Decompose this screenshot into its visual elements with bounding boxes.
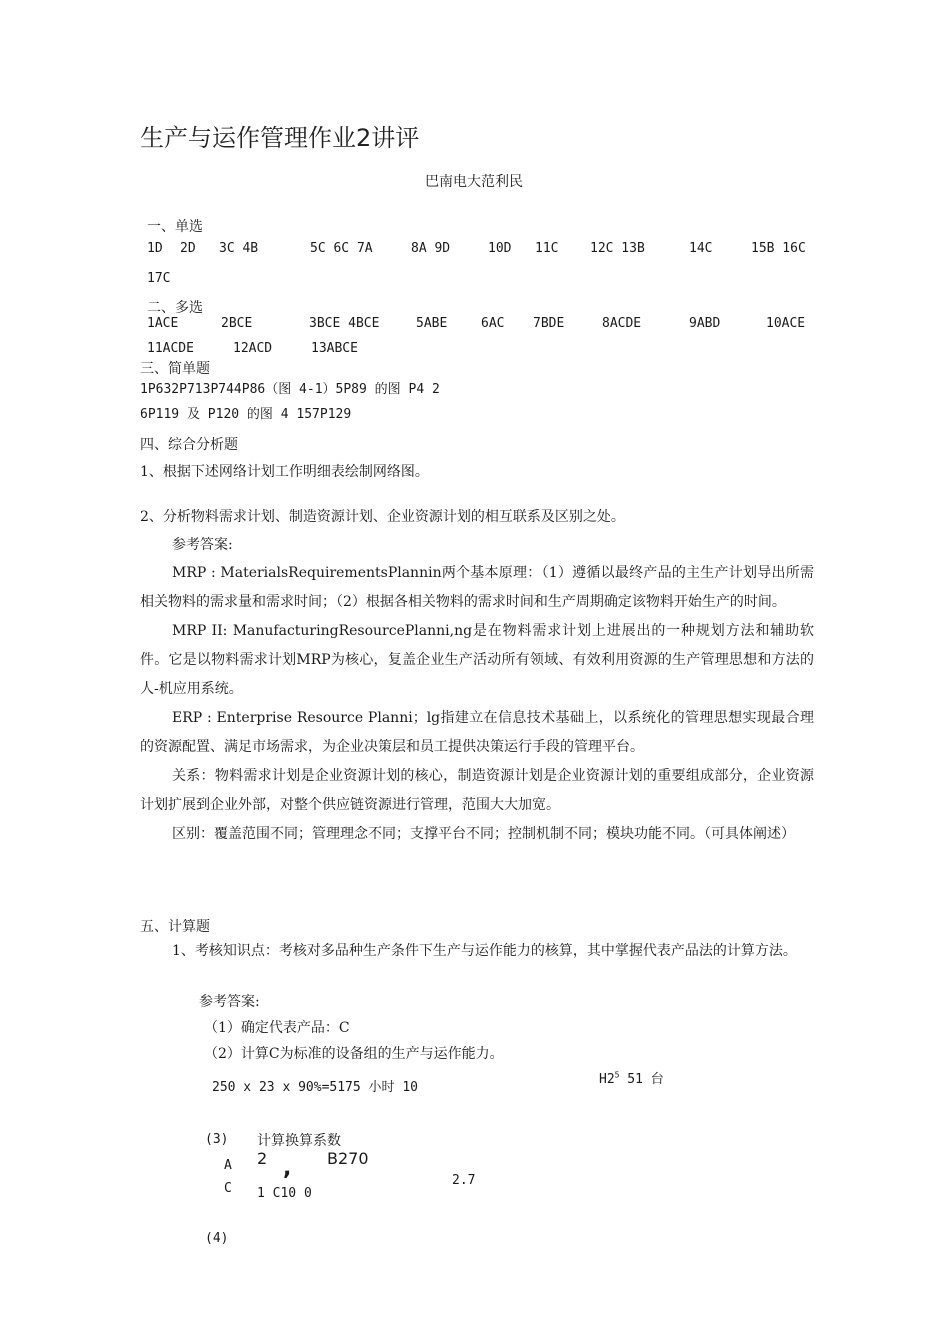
capacity-formula: 250 x 23 x 90%=5175 小时 10 — [212, 1080, 419, 1095]
multi-answer-10: 10ACE — [766, 316, 806, 331]
multi-answer-5: 5ABE — [416, 316, 448, 331]
author: 巴南电大范利民 — [425, 174, 523, 190]
step-3-number: (3) — [205, 1132, 229, 1147]
answer-3c4b: 3C 4B — [219, 241, 259, 256]
mrp-paragraph: MRP : MaterialsRequirementsPlannin两个基本原理：（1）遵循以最终产品的主生产计划导出所需相关物料的需求量和需求时间；（2）根据各相关物料的需求时间和生产周期确定该物料开始生产的时间。 — [140, 565, 814, 610]
multi-answer-6: 6AC — [481, 316, 505, 331]
answer-5c6c7a: 5C 6C 7A — [310, 241, 373, 256]
section2-heading: 二、多选 — [147, 300, 203, 316]
section5-heading: 五、计算题 — [140, 919, 210, 935]
erp-paragraph: ERP : Enterprise Resource Planni；lg指建立在信息技术基础上，以系统化的管理思想实现最合理的资源配置、满足市场需求，为企业决策层和员工提供决策运行手段的管理平台。 — [140, 710, 814, 755]
short-answer-line2: 6P119 及 P120 的图 4 157P129 — [140, 407, 352, 422]
multi-answer-2: 2BCE — [221, 316, 253, 331]
answer-11c: 11C — [535, 241, 559, 256]
multi-answer-3-4: 3BCE 4BCE — [309, 316, 380, 331]
answer-2d: 2D — [180, 241, 196, 256]
short-answer-line1: 1P632P713P744P86（图 4-1）5P89 的图 P4 2 — [140, 382, 440, 397]
fraction-label-c: C — [224, 1181, 232, 1196]
answer-10d: 10D — [488, 241, 512, 256]
multi-answer-7: 7BDE — [533, 316, 565, 331]
step-1: （1）确定代表产品：C — [204, 1020, 350, 1036]
answer-label-4: 参考答案: — [172, 537, 233, 553]
answer-8a9d: 8A 9D — [411, 241, 451, 256]
fraction-label-a: A — [224, 1158, 232, 1173]
section1-heading: 一、单选 — [147, 219, 203, 235]
multi-answer-8: 8ACDE — [602, 316, 642, 331]
analysis-answer — [140, 559, 814, 849]
step-4-number: (4) — [205, 1231, 229, 1246]
fraction-b270: B270 — [327, 1149, 369, 1168]
mrp2-paragraph: MRP II: ManufacturingResourcePlanni,ng是在物料需求计划上进展出的一种规划方法和辅助软件。它是以物料需求计划MRP为核心，复盖企业生产活动所有领域、有效利用资源的生产管理思想和方法的人-机应用系统。 — [140, 623, 814, 697]
answer-1d: 1D — [147, 241, 163, 256]
answer-12c13b: 12C 13B — [590, 241, 645, 256]
section3-heading: 三、简单题 — [140, 361, 210, 377]
multi-answer-11: 11ACDE — [147, 341, 194, 356]
step-2: （2）计算C为标准的设备组的生产与运作能力。 — [204, 1046, 504, 1062]
question-5-1-block — [140, 937, 814, 966]
answer-14c: 14C — [689, 241, 713, 256]
question-4-1: 1、根据下述网络计划工作明细表绘制网络图。 — [140, 464, 429, 480]
fraction-comma: , — [283, 1156, 292, 1181]
answer-label-5: 参考答案: — [199, 994, 260, 1010]
conversion-value: 2.7 — [452, 1173, 476, 1188]
answer-17c: 17C — [147, 271, 171, 286]
multi-answer-1: 1ACE — [147, 316, 179, 331]
fraction-numerator: 2 — [257, 1149, 268, 1168]
question-5-1: 1、考核知识点：考核对多品种生产条件下生产与运作能力的核算，其中掌握代表产品法的计算方法。 — [172, 943, 797, 959]
section4-heading: 四、综合分析题 — [140, 437, 238, 453]
relation-paragraph: 关系：物料需求计划是企业资源计划的核心，制造资源计划是企业资源计划的重要组成部分，企业资源计划扩展到企业外部，对整个供应链资源进行管理，范围大大加宽。 — [140, 768, 814, 813]
page-title: 生产与运作管理作业2讲评 — [140, 124, 420, 152]
fraction-denominator: 1 C10 0 — [257, 1186, 312, 1201]
answer-15b16c: 15B 16C — [751, 241, 806, 256]
step-3-text: 计算换算系数 — [257, 1133, 341, 1149]
difference-paragraph: 区别：覆盖范围不同；管理理念不同；支撑平台不同；控制机制不同；模块功能不同。（可具体阐述） — [172, 826, 795, 842]
capacity-result: $H2^5$ 51 台 — [599, 1070, 664, 1087]
question-4-2: 2、分析物料需求计划、制造资源计划、企业资源计划的相互联系及区别之处。 — [140, 509, 625, 525]
multi-answer-13: 13ABCE — [311, 341, 358, 356]
multi-answer-9: 9ABD — [689, 316, 721, 331]
multi-answer-12: 12ACD — [233, 341, 273, 356]
